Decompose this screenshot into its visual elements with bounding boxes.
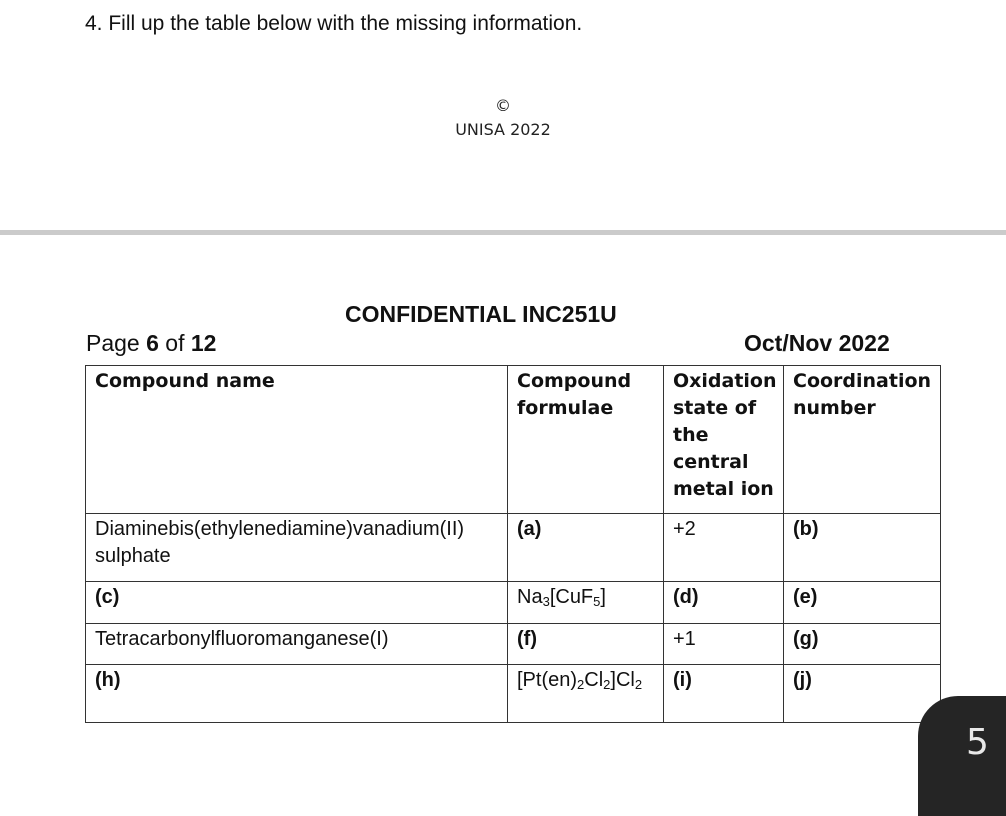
table-row: [86, 624, 941, 665]
cell-compound-name: Diaminebis(ethylenediamine)vanadium(II) sulphate: [86, 514, 508, 582]
exam-date: Oct/Nov 2022: [744, 330, 890, 356]
table-row: [86, 582, 941, 624]
cell-formula: $Na_3[CuF_5]$: [508, 582, 664, 624]
copyright-text: UNISA 2022: [455, 120, 551, 139]
question-text: 4. Fill up the table below with the missing information.: [85, 12, 583, 35]
cell-oxidation: (d): [664, 582, 784, 624]
cell-formula: $[Pt(en)_2Cl_2]Cl_2$: [508, 665, 664, 723]
header-oxidation-state: Oxidation state of the central metal ion: [664, 366, 784, 514]
header-coordination-number: Coordination number: [784, 366, 941, 514]
table-row: [86, 665, 941, 723]
page-indicator-number: 5: [966, 722, 989, 763]
page-divider: [0, 230, 1006, 235]
copyright-symbol: ©: [495, 96, 511, 115]
compound-table: [85, 365, 941, 723]
cell-coordination: (j): [784, 665, 941, 723]
page-number: Page 6 of 12: [86, 330, 217, 356]
header-compound-name: Compound name: [86, 366, 508, 514]
header-compound-formulae: Compound formulae: [508, 366, 664, 514]
document-header-title: CONFIDENTIAL INC251U: [345, 301, 617, 327]
cell-compound-name: (c): [86, 582, 508, 624]
cell-formula: (f): [508, 624, 664, 665]
cell-compound-name: Tetracarbonylfluoromanganese(I): [86, 624, 508, 665]
cell-compound-name: (h): [86, 665, 508, 723]
table-header-row: [86, 366, 941, 514]
cell-oxidation: +1: [664, 624, 784, 665]
table-row: [86, 514, 941, 582]
cell-coordination: (e): [784, 582, 941, 624]
cell-oxidation: (i): [664, 665, 784, 723]
page-indicator-badge: [918, 696, 1006, 816]
cell-formula: (a): [508, 514, 664, 582]
cell-coordination: (g): [784, 624, 941, 665]
cell-coordination: (b): [784, 514, 941, 582]
cell-oxidation: +2: [664, 514, 784, 582]
